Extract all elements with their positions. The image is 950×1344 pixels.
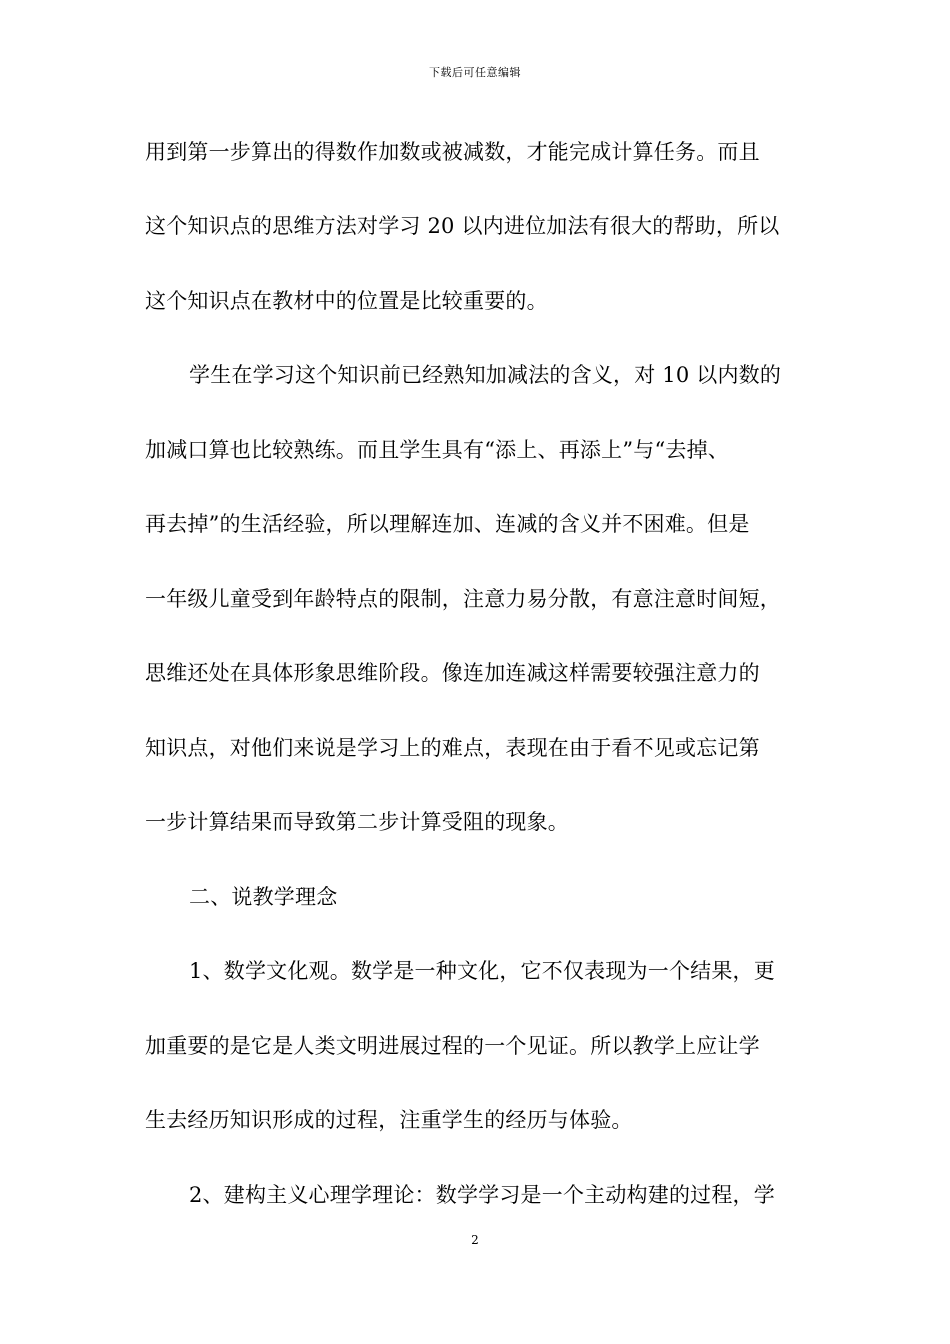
body-line: 加重要的是它是人类文明进展过程的一个见证。所以教学上应让学: [145, 1034, 760, 1058]
paragraph-first-line: 学生在学习这个知识前已经熟知加减法的含义，对 10 以内数的: [189, 363, 782, 387]
body-line: 加减口算也比较熟练。而且学生具有“添上、再添上”与“去掉、: [145, 438, 730, 462]
body-line: 一步计算结果而导致第二步计算受阻的现象。: [145, 810, 569, 834]
page-header: 下载后可任意编辑: [429, 66, 521, 79]
body-line: 用到第一步算出的得数作加数或被减数，才能完成计算任务。而且: [145, 140, 760, 164]
body-line: 生去经历知识形成的过程，注重学生的经历与体验。: [145, 1108, 633, 1132]
body-line: 这个知识点的思维方法对学习 20 以内进位加法有很大的帮助，所以: [145, 214, 780, 238]
paragraph-first-line: 2、建构主义心理学理论：数学学习是一个主动构建的过程，学: [189, 1183, 775, 1207]
paragraph-first-line: 1、数学文化观。数学是一种文化，它不仅表现为一个结果，更: [189, 959, 775, 983]
body-line: 这个知识点在教材中的位置是比较重要的。: [145, 289, 548, 313]
body-line: 知识点，对他们来说是学习上的难点，表现在由于看不见或忘记第: [145, 736, 760, 760]
section-heading: 二、说教学理念: [189, 885, 338, 909]
body-line: 再去掉”的生活经验，所以理解连加、连减的含义并不困难。但是: [145, 512, 750, 536]
page-number: 2: [471, 1233, 479, 1247]
body-line: 一年级儿童受到年龄特点的限制，注意力易分散，有意注意时间短，: [145, 587, 781, 611]
body-line: 思维还处在具体形象思维阶段。像连加连减这样需要较强注意力的: [145, 661, 760, 685]
